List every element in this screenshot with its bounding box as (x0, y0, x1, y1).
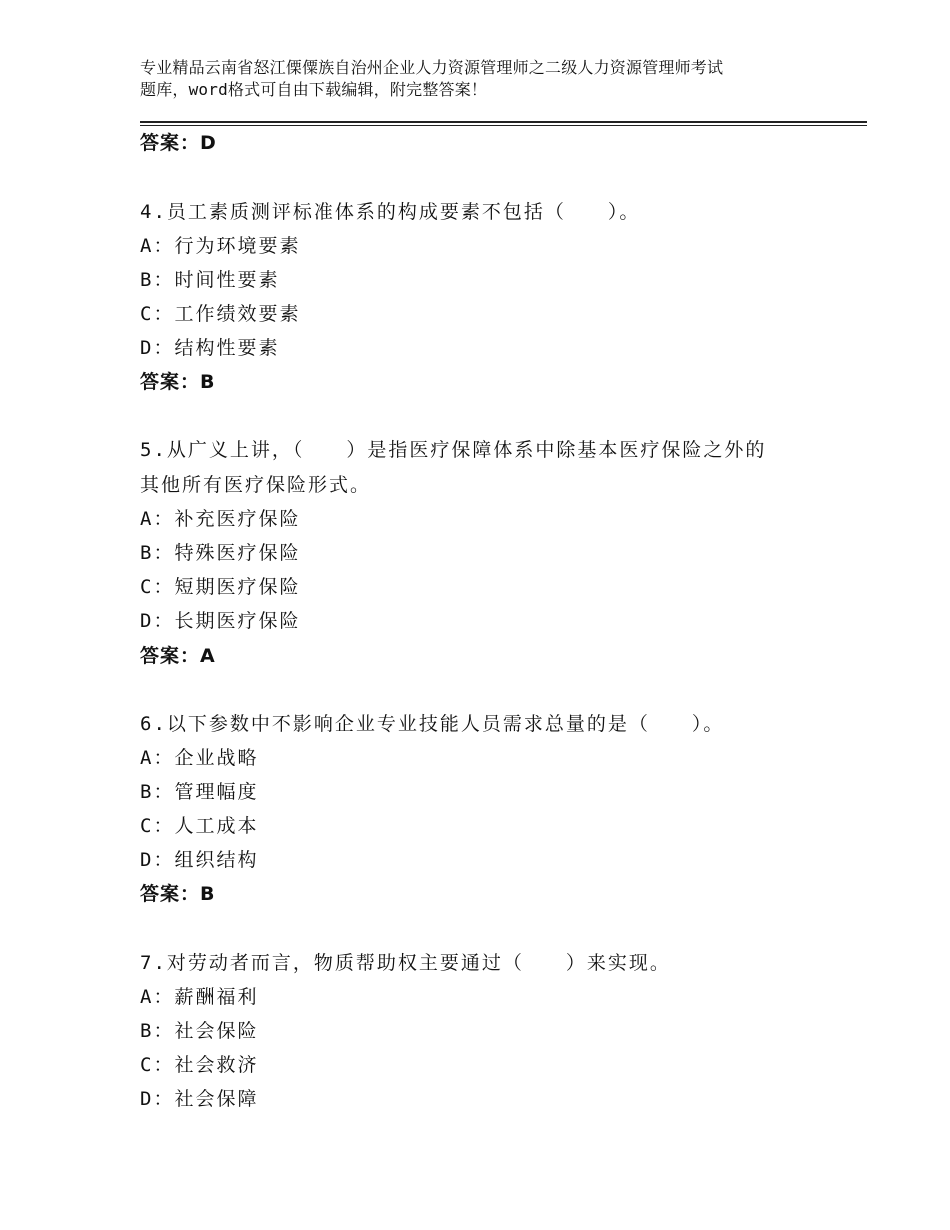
header-divider-thick (140, 121, 867, 123)
question-4-answer: 答案：B (140, 371, 216, 393)
question-7-option-a: A：薪酬福利 (140, 986, 259, 1008)
question-6-option-b: B：管理幅度 (140, 781, 259, 803)
question-6-option-d: D：组织结构 (140, 849, 259, 871)
question-7-option-b: B：社会保险 (140, 1020, 259, 1042)
question-4-option-b: B：时间性要素 (140, 269, 280, 291)
question-7-option-d: D：社会保障 (140, 1088, 259, 1110)
question-5-option-c: C：短期医疗保险 (140, 576, 301, 598)
question-6-option-a: A：企业战略 (140, 747, 259, 769)
document-header (140, 57, 830, 101)
question-5-stem-line-2: 其他所有医疗保险形式。 (140, 474, 372, 496)
question-6-option-c: C：人工成本 (140, 815, 259, 837)
question-4-stem: 4.员工素质测评标准体系的构成要素不包括（ ）。 (140, 201, 641, 223)
question-5-option-a: A：补充医疗保险 (140, 508, 301, 530)
question-6-answer: 答案：B (140, 883, 216, 905)
question-5-option-d: D：长期医疗保险 (140, 610, 301, 632)
header-line-2: 题库，word格式可自由下载编辑，附完整答案！ (140, 80, 488, 99)
question-5-option-b: B：特殊医疗保险 (140, 542, 301, 564)
question-7-stem: 7.对劳动者而言，物质帮助权主要通过（ ）来实现。 (140, 952, 671, 974)
question-7-option-c: C：社会救济 (140, 1054, 259, 1076)
header-divider-thin (140, 125, 867, 126)
question-4-option-a: A：行为环境要素 (140, 235, 301, 257)
header-line-1: 专业精品云南省怒江傈僳族自治州企业人力资源管理师之二级人力资源管理师考试 (140, 58, 724, 77)
question-5-answer: 答案：A (140, 645, 216, 667)
question-5-stem-line-1: 5.从广义上讲，（ ）是指医疗保障体系中除基本医疗保险之外的 (140, 439, 767, 461)
question-4-option-d: D：结构性要素 (140, 337, 280, 359)
question-4-option-c: C：工作绩效要素 (140, 303, 301, 325)
previous-answer: 答案：D (140, 132, 217, 154)
question-6-stem: 6.以下参数中不影响企业专业技能人员需求总量的是（ ）。 (140, 713, 725, 735)
